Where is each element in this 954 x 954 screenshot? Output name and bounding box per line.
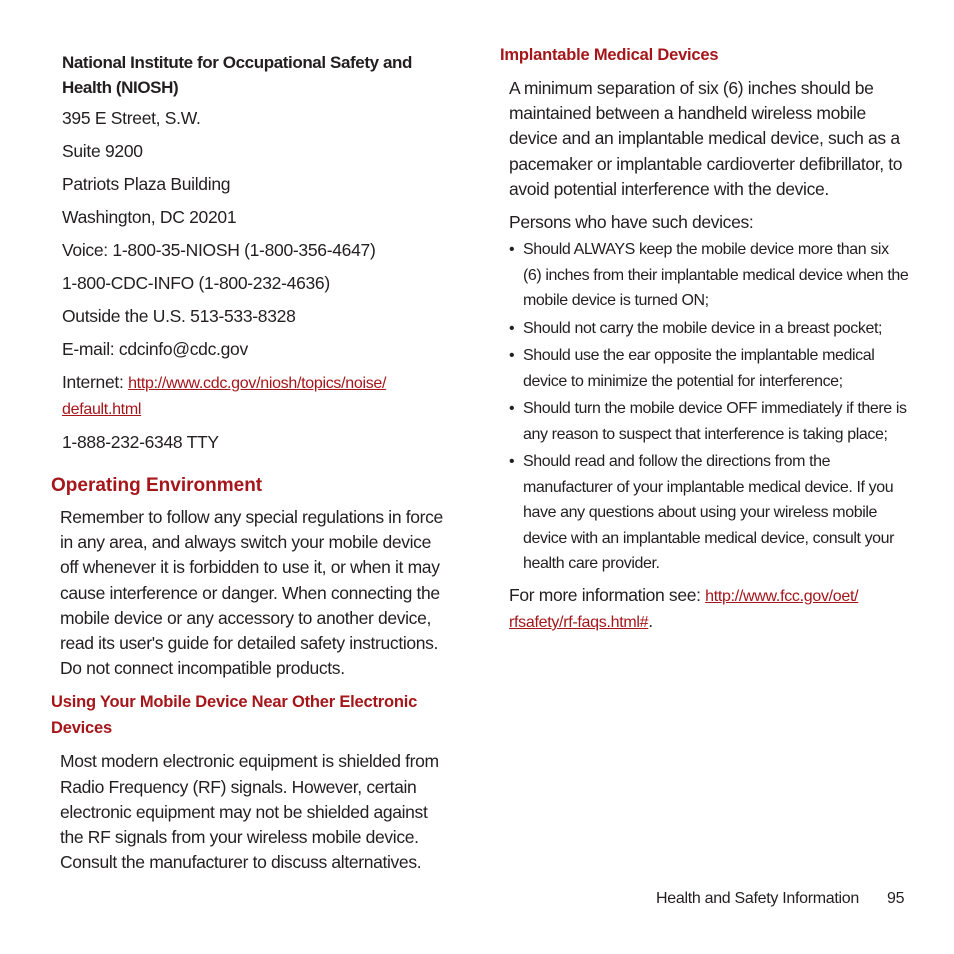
precautions-list [509,237,910,577]
operating-environment-text: Remember to follow any special regulations in force in any area, and always switch your mobile device off whenever it is forbidden to use it, or when it may cause interference or danger. When connecting the mobile device or any accessory to another device, read its user's guide for detailed safety instructions. Do not connect incompatible products. [60,507,443,679]
implantable-devices-text: A minimum separation of six (6) inches should be maintained between a handheld wireless mobile device and an implantable medical device, such as a pacemaker or implantable cardioverter defibrillator, to avoid potential interference with the device. [509,78,903,199]
address-line: 395 E Street, S.W. [62,108,201,128]
address-line: Patriots Plaza Building [62,174,231,194]
bullet-icon: • [509,453,515,471]
operating-environment-heading: Operating Environment [51,475,263,496]
right-column [500,42,910,643]
email-line: E-mail: cdcinfo@cdc.gov [62,339,248,359]
bullet-icon: • [509,319,515,337]
bullet-icon: • [509,241,515,259]
implantable-devices-heading: Implantable Medical Devices [500,46,719,64]
page-footer [656,890,904,908]
more-info-label: For more information see: [509,584,706,605]
near-electronic-devices-heading: Using Your Mobile Device Near Other Electronic Devices [51,693,418,738]
org-name: National Institute for Occupational Safety and Health (NIOSH) [62,53,412,97]
niosh-link-part2: default.html [62,401,142,418]
list-item: • Should read and follow the directions from the manufacturer of your implantable medical device. If you have any questions about using your wireless mobile device with an implantable medical device, consult your health care provider. [509,449,910,577]
address-line: Suite 9200 [62,141,143,161]
fcc-link-part1: http://www.fcc.gov/oet/ [705,587,859,605]
list-item: • Should use the ear opposite the implantable medical device to minimize the potential for interference; [509,343,910,394]
voice-line: Voice: 1-800-35-NIOSH (1-800-356-4647) [62,240,376,260]
outside-us-line: Outside the U.S. 513-533-8328 [62,306,296,326]
persons-text: Persons who have such devices: [509,212,754,233]
list-item: • Should ALWAYS keep the mobile device more than six (6) inches from their implantable medical device when the mobile device is turned ON; [509,237,910,314]
cdc-info-line: 1-800-CDC-INFO (1-800-232-4636) [62,273,330,293]
niosh-link-part1: http://www.cdc.gov/niosh/topics/noise/ [128,375,387,392]
bullet-icon: • [509,400,515,418]
footer-section-title: Health and Safety Information [656,890,859,907]
near-electronic-devices-text: Most modern electronic equipment is shielded from Radio Frequency (RF) signals. However, certain electronic equipment may not be shielded against the RF signals from your wireless mobile device. Consult the manufacturer to discuss alternatives. [60,751,439,873]
address-line: Washington, DC 20201 [62,207,237,227]
fcc-link-part2: rfsafety/rf-faqs.html# [509,613,649,631]
bullet-icon: • [509,347,515,365]
more-info-text [509,583,910,635]
tty-line: 1-888-232-6348 TTY [62,432,219,452]
left-column [51,50,451,883]
internet-label: Internet: [62,372,129,392]
internet-line [62,370,451,422]
more-info-end: . [648,610,653,631]
list-item: • Should not carry the mobile device in a breast pocket; [509,316,910,342]
page-number: 95 [886,890,905,907]
list-item: • Should turn the mobile device OFF immediately if there is any reason to suspect that interference is taking place; [509,396,910,447]
